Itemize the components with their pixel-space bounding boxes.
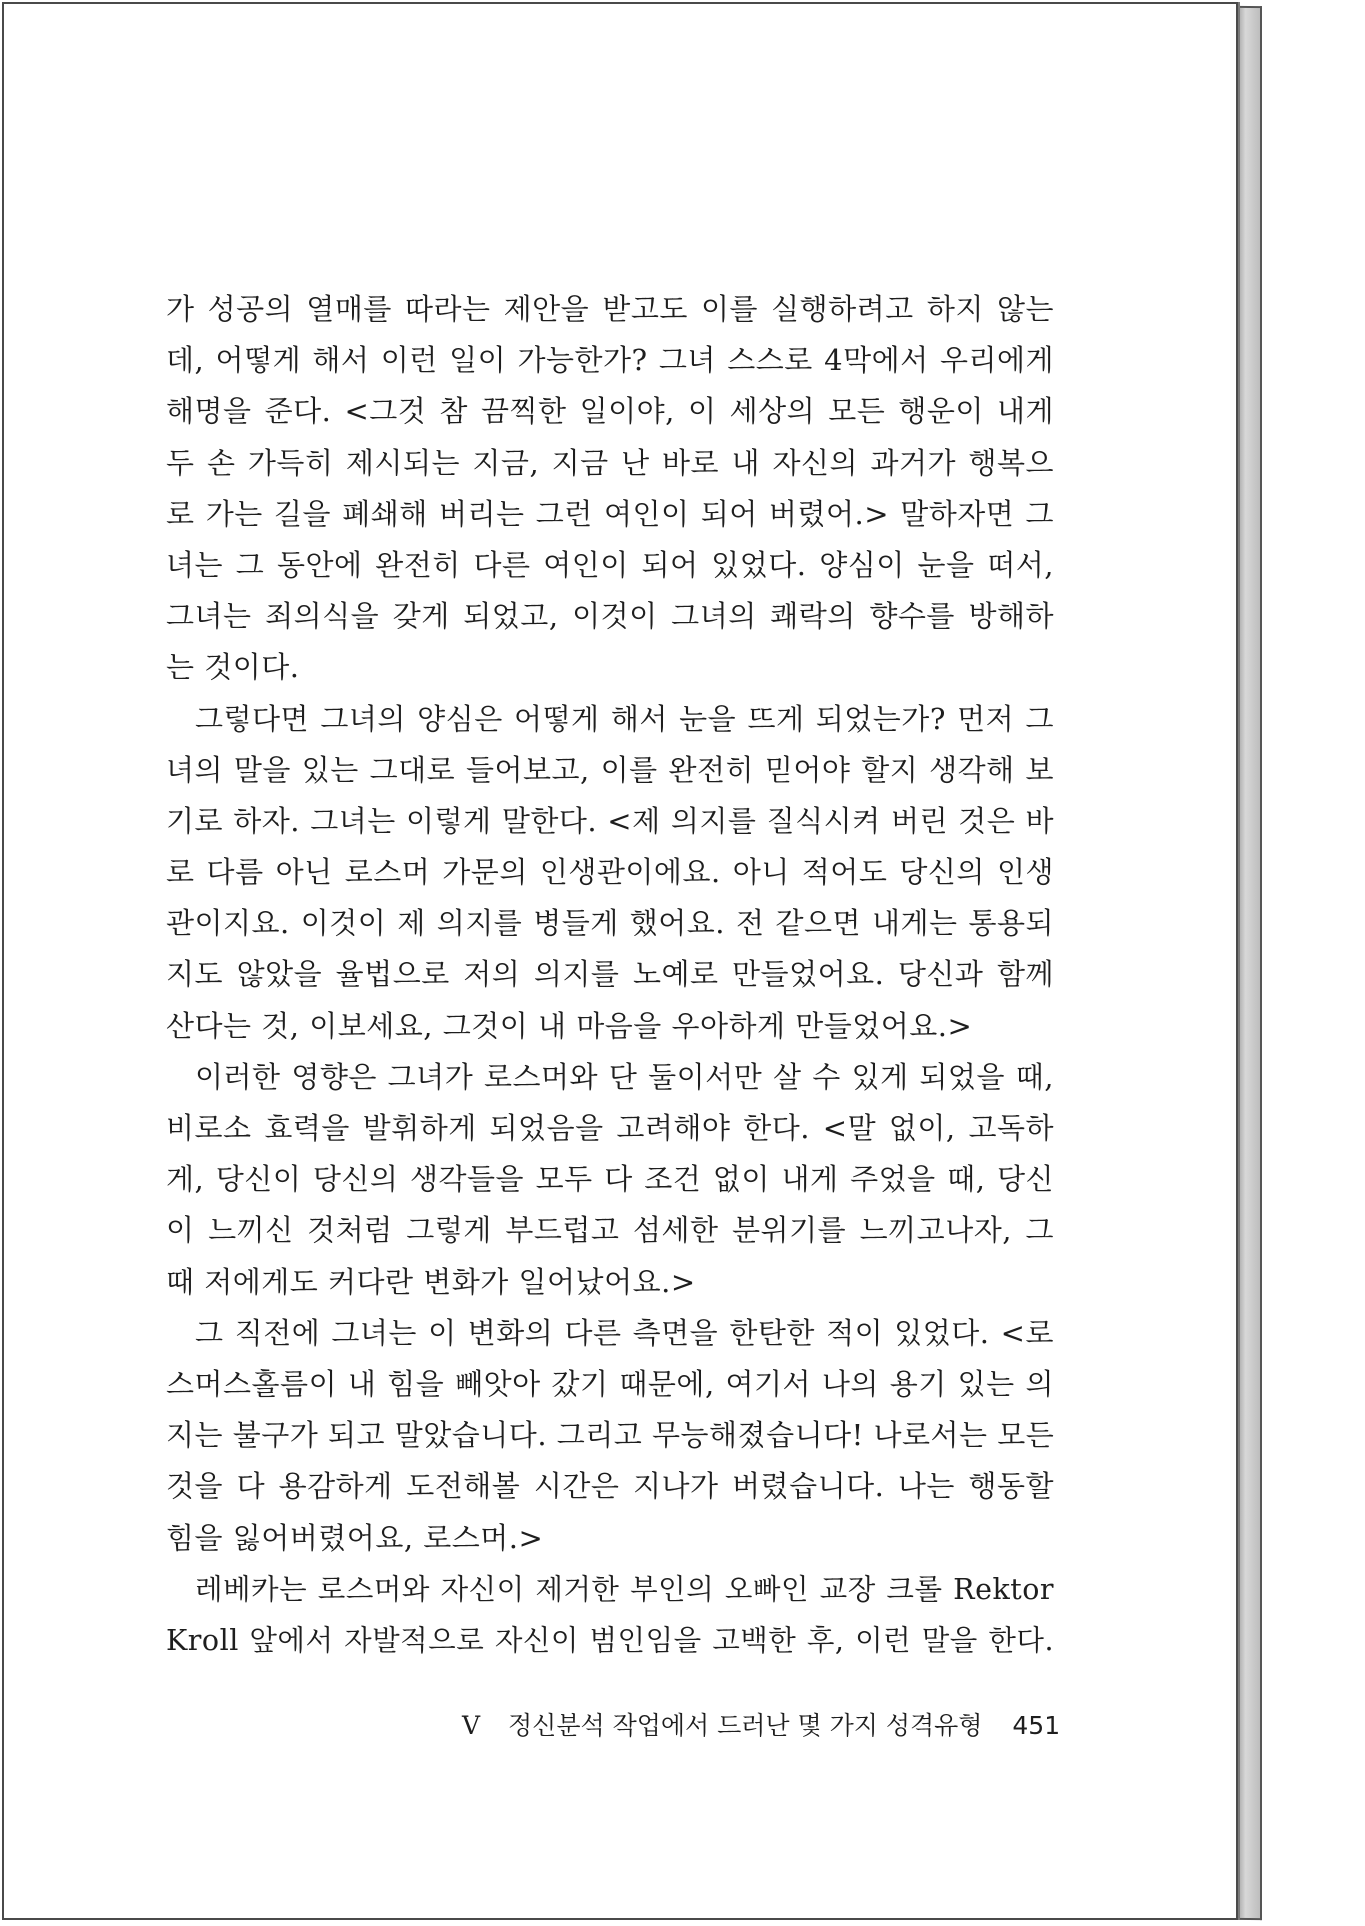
text-line: 지도 않았을 율법으로 저의 의지를 노예로 만들었어요. 당신과 함께 — [166, 957, 1054, 992]
text-line: 로 다름 아닌 로스머 가문의 인생관이에요. 아니 적어도 당신의 인생 — [166, 855, 1054, 890]
text-line: 녀는 그 동안에 완전히 다른 여인이 되어 있었다. 양심이 눈을 떠서, — [166, 547, 1054, 582]
body-text — [166, 284, 1054, 1666]
text-line: 이러한 영향은 그녀가 로스머와 단 둘이서만 살 수 있게 되었을 때, — [195, 1059, 1054, 1094]
page-edge — [1236, 6, 1262, 1920]
text-line: 비로소 효력을 발휘하게 되었음을 고려해야 한다. <말 없이, 고독하 — [166, 1111, 1054, 1145]
text-line: 스머스홀름이 내 힘을 빼앗아 갔기 때문에, 여기서 나의 용기 있는 의 — [166, 1366, 1054, 1401]
text-line: 가 성공의 열매를 따라는 제안을 받고도 이를 실행하려고 하지 않는 — [166, 292, 1054, 326]
text-line: 해명을 준다. <그것 참 끔찍한 일이야, 이 세상의 모든 행운이 내게 — [166, 394, 1054, 429]
text-line: 로 가는 길을 폐쇄해 버리는 그런 여인이 되어 버렸어.> 말하자면 그 — [166, 496, 1054, 531]
text-line: 것을 다 용감하게 도전해볼 시간은 지나가 버렸습니다. 나는 행동할 — [166, 1469, 1054, 1504]
chapter-number: V — [462, 1711, 481, 1740]
text-line: 산다는 것, 이보세요, 그것이 내 마음을 우아하게 만들었어요.> — [166, 1008, 973, 1043]
book-page — [2, 2, 1238, 1920]
text-line: 두 손 가득히 제시되는 지금, 지금 난 바로 내 자신의 과거가 행복으 — [166, 445, 1054, 480]
chapter-title: 정신분석 작업에서 드러난 몇 가지 성격유형 — [508, 1711, 983, 1740]
text-line: 기로 하자. 그녀는 이렇게 말한다. <제 의지를 질식시켜 버린 것은 바 — [166, 803, 1054, 838]
text-line: 데, 어떻게 해서 이런 일이 가능한가? 그녀 스스로 4막에서 우리에게 — [166, 343, 1054, 378]
text-line: Kroll 앞에서 자발적으로 자신이 범인임을 고백한 후, 이런 말을 한다. — [166, 1623, 1054, 1657]
text-line: 게, 당신이 당신의 생각들을 모두 다 조건 없이 내게 주었을 때, 당신 — [166, 1162, 1054, 1197]
text-line: 녀의 말을 있는 그대로 들어보고, 이를 완전히 믿어야 할지 생각해 보 — [166, 752, 1054, 787]
text-line: 이 느끼신 것처럼 그렇게 부드럽고 섬세한 분위기를 느끼고나자, 그 — [166, 1213, 1054, 1248]
running-footer — [462, 1706, 1060, 1742]
text-line: 때 저에게도 커다란 변화가 일어났어요.> — [166, 1264, 696, 1299]
text-line: 그렇다면 그녀의 양심은 어떻게 해서 눈을 뜨게 되었는가? 먼저 그 — [195, 701, 1054, 736]
text-line: 는 것이다. — [166, 650, 300, 685]
text-line: 관이지요. 이것이 제 의지를 병들게 했어요. 전 같으면 내게는 통용되 — [166, 906, 1054, 941]
text-line: 힘을 잃어버렸어요, 로스머.> — [166, 1520, 544, 1555]
text-line: 지는 불구가 되고 말았습니다. 그리고 무능해졌습니다! 나로서는 모든 — [166, 1418, 1055, 1453]
page-number: 451 — [1012, 1711, 1061, 1740]
text-line: 레베카는 로스머와 자신이 제거한 부인의 오빠인 교장 크롤 Rektor — [195, 1572, 1054, 1606]
text-line: 그 직전에 그녀는 이 변화의 다른 측면을 한탄한 적이 있었다. <로 — [195, 1315, 1054, 1350]
text-line: 그녀는 죄의식을 갖게 되었고, 이것이 그녀의 쾌락의 향수를 방해하 — [166, 599, 1054, 634]
